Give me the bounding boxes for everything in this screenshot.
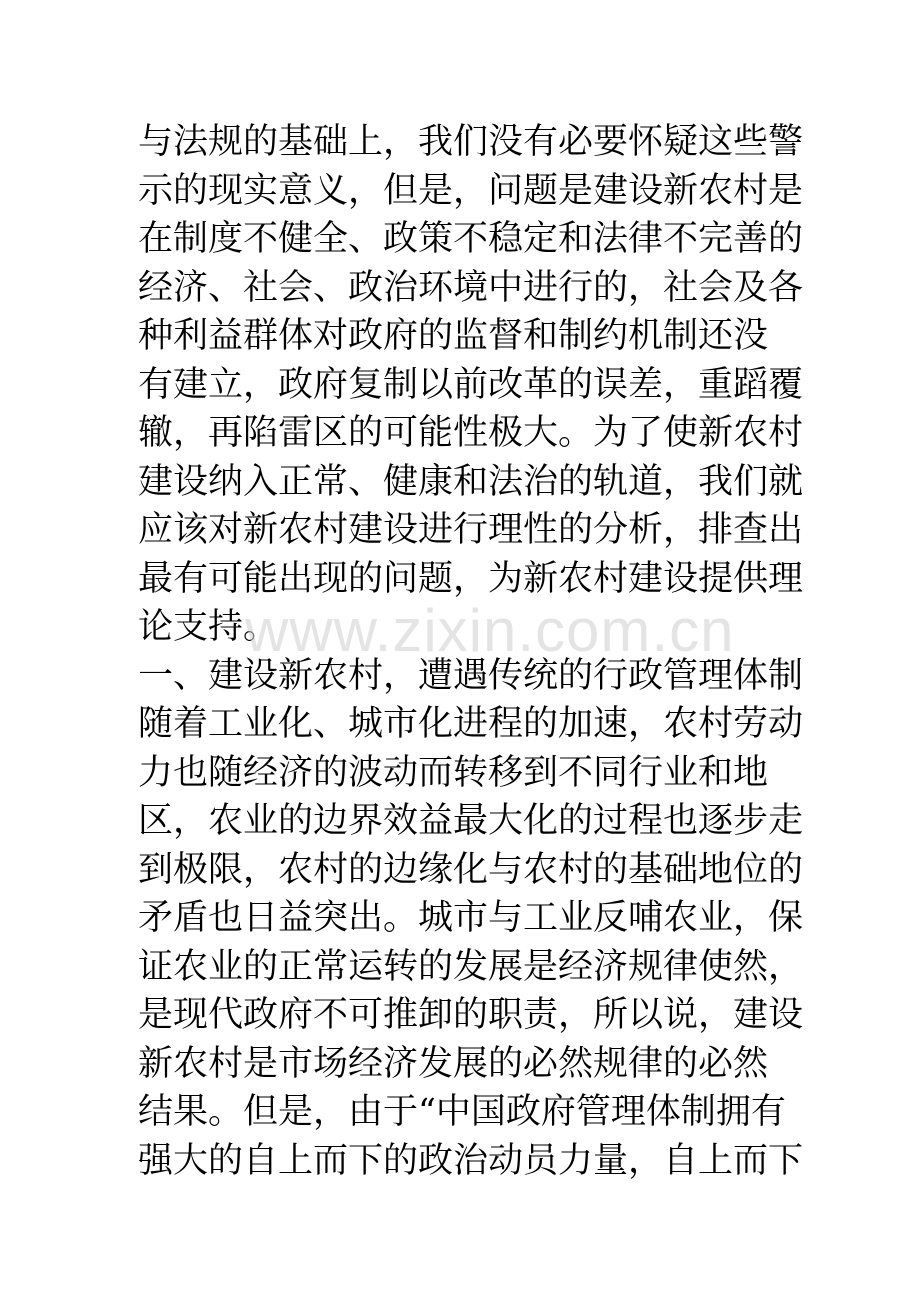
text-line: 新农村是市场经济发展的必然规律的必然 [138, 1043, 769, 1084]
text-line: 示的现实意义，但是，问题是建设新农村是 [138, 170, 804, 211]
text-line: 是现代政府不可推卸的职责，所以说，建设 [138, 995, 804, 1035]
text-line: 强大的自上而下的政治动员力量，自上而下 [138, 1140, 804, 1181]
text-line: 随着工业化、城市化进程的加速，农村劳动 [138, 704, 804, 744]
text-line: 建设纳入正常、健康和法治的轨道，我们就 [138, 461, 804, 502]
text-line: 论支持。 [138, 607, 279, 647]
watermark: www.zixin.com.cn [245, 597, 735, 664]
text-line: 种利益群体对政府的监督和制约机制还没 [138, 316, 769, 356]
text-line: 区，农业的边界效益最大化的过程也逐步走 [138, 801, 804, 841]
text-line: 有建立，政府复制以前改革的误差，重蹈覆 [138, 364, 804, 405]
text-line: 与法规的基础上，我们没有必要怀疑这些警 [138, 122, 804, 162]
text-line: 结果。但是，由于“中国政府管理体制拥有 [138, 1092, 786, 1132]
text-line: 辙，再陷雷区的可能性极大。为了使新农村 [138, 413, 804, 453]
text-line: 最有可能出现的问题，为新农村建设提供理 [138, 558, 804, 599]
body-text [138, 118, 804, 1185]
text-line: 经济、社会、政治环境中进行的，社会及各 [138, 267, 804, 308]
text-line: 应该对新农村建设进行理性的分析，排查出 [138, 510, 804, 550]
text-line: 力也随经济的波动而转移到不同行业和地 [138, 752, 769, 793]
text-line: 矛盾也日益突出。城市与工业反哺农业，保 [138, 898, 804, 938]
text-line: 到极限，农村的边缘化与农村的基础地位的 [138, 849, 804, 890]
text-line: 证农业的正常运转的发展是经济规律使然， [138, 946, 804, 987]
text-line: 在制度不健全、政策不稳定和法律不完善的 [138, 219, 804, 259]
section-heading: 一、建设新农村，遭遇传统的行政管理体制 [138, 655, 804, 696]
